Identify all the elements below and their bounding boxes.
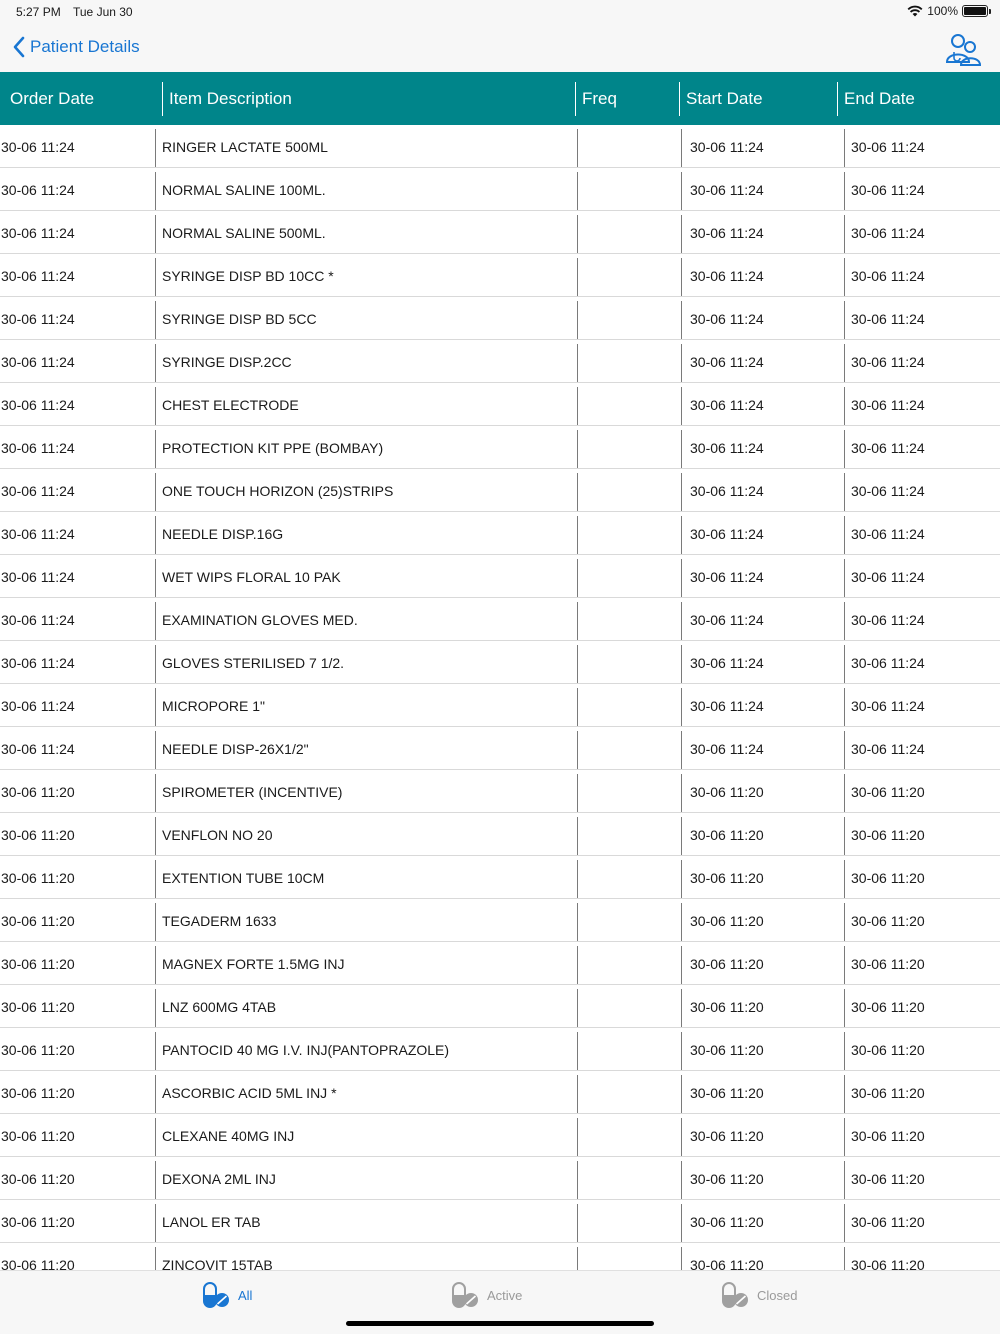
column-divider — [844, 688, 845, 726]
cell-end-date: 30-06 11:24 — [851, 439, 925, 456]
cell-start-date: 30-06 11:20 — [690, 1127, 764, 1144]
cell-end-date: 30-06 11:20 — [851, 826, 925, 843]
column-divider — [844, 301, 845, 339]
cell-item-description: RINGER LACTATE 500ML — [162, 138, 328, 155]
cell-start-date: 30-06 11:20 — [690, 1256, 764, 1270]
cell-order-date: 30-06 11:24 — [1, 482, 75, 499]
cell-item-description: PROTECTION KIT PPE (BOMBAY) — [162, 439, 384, 456]
status-bar — [0, 0, 1000, 24]
tab-active-label: Active — [487, 1287, 523, 1303]
column-divider — [681, 1161, 682, 1199]
table-row[interactable] — [0, 899, 1000, 942]
column-divider — [681, 946, 682, 984]
cell-end-date: 30-06 11:20 — [851, 1127, 925, 1144]
cell-order-date: 30-06 11:24 — [1, 611, 75, 628]
column-divider — [844, 258, 845, 296]
cell-start-date: 30-06 11:20 — [690, 1213, 764, 1230]
column-divider — [155, 516, 156, 554]
column-divider — [681, 387, 682, 425]
cell-item-description: TEGADERM 1633 — [162, 912, 277, 929]
cell-item-description: CHEST ELECTRODE — [162, 396, 299, 413]
cell-end-date: 30-06 11:24 — [851, 138, 925, 155]
column-divider — [577, 172, 578, 210]
column-divider — [681, 602, 682, 640]
cell-item-description: SYRINGE DISP BD 10CC * — [162, 267, 334, 284]
table-row[interactable] — [0, 727, 1000, 770]
column-divider — [844, 559, 845, 597]
column-divider — [577, 430, 578, 468]
column-divider — [577, 215, 578, 253]
orders-table[interactable] — [0, 125, 1000, 1270]
wifi-icon — [907, 5, 923, 17]
column-divider — [844, 602, 845, 640]
cell-item-description: PANTOCID 40 MG I.V. INJ(PANTOPRAZOLE) — [162, 1041, 450, 1058]
cell-end-date: 30-06 11:24 — [851, 611, 925, 628]
pill-icon — [451, 1281, 479, 1309]
column-divider — [844, 344, 845, 382]
column-divider — [681, 1118, 682, 1156]
column-divider — [577, 1118, 578, 1156]
column-divider — [577, 645, 578, 683]
cell-order-date: 30-06 11:20 — [1, 783, 75, 800]
cell-item-description: ZINCOVIT 15TAB — [162, 1256, 273, 1270]
cell-order-date: 30-06 11:20 — [1, 955, 75, 972]
column-divider — [155, 946, 156, 984]
column-header-start-date[interactable]: Start Date — [686, 88, 763, 108]
table-row[interactable] — [0, 512, 1000, 555]
column-divider — [577, 1075, 578, 1113]
column-header-order-date[interactable]: Order Date — [10, 88, 95, 108]
cell-item-description: GLOVES STERILISED 7 1/2. — [162, 654, 345, 671]
column-divider — [681, 1247, 682, 1270]
column-divider — [577, 473, 578, 511]
table-row[interactable] — [0, 598, 1000, 641]
cell-item-description: DEXONA 2ML INJ — [162, 1170, 276, 1187]
cell-item-description: EXAMINATION GLOVES MED. — [162, 611, 358, 628]
home-indicator[interactable] — [346, 1321, 654, 1326]
cell-order-date: 30-06 11:20 — [1, 1084, 75, 1101]
column-divider — [681, 430, 682, 468]
table-row[interactable] — [0, 1114, 1000, 1157]
column-divider — [844, 387, 845, 425]
column-divider — [577, 731, 578, 769]
column-divider — [155, 344, 156, 382]
column-divider — [844, 1118, 845, 1156]
cell-order-date: 30-06 11:20 — [1, 912, 75, 929]
cell-order-date: 30-06 11:24 — [1, 138, 75, 155]
cell-end-date: 30-06 11:24 — [851, 654, 925, 671]
column-divider — [844, 1204, 845, 1242]
cell-order-date: 30-06 11:24 — [1, 353, 75, 370]
column-divider — [155, 1161, 156, 1199]
column-divider — [577, 774, 578, 812]
cell-start-date: 30-06 11:24 — [690, 439, 764, 456]
column-divider — [844, 172, 845, 210]
cell-order-date: 30-06 11:24 — [1, 525, 75, 542]
cell-end-date: 30-06 11:24 — [851, 525, 925, 542]
cell-end-date: 30-06 11:20 — [851, 1170, 925, 1187]
column-divider — [577, 344, 578, 382]
cell-start-date: 30-06 11:24 — [690, 740, 764, 757]
table-row[interactable] — [0, 555, 1000, 598]
column-divider — [681, 817, 682, 855]
cell-end-date: 30-06 11:24 — [851, 482, 925, 499]
cell-end-date: 30-06 11:20 — [851, 783, 925, 800]
column-divider — [844, 1075, 845, 1113]
status-date: Tue Jun 30 — [73, 5, 133, 19]
column-divider — [844, 989, 845, 1027]
cell-end-date: 30-06 11:24 — [851, 353, 925, 370]
column-divider — [681, 1032, 682, 1070]
column-divider — [155, 1075, 156, 1113]
column-divider — [155, 172, 156, 210]
cell-order-date: 30-06 11:20 — [1, 1127, 75, 1144]
cell-end-date: 30-06 11:24 — [851, 224, 925, 241]
column-divider — [577, 129, 578, 167]
cell-start-date: 30-06 11:24 — [690, 568, 764, 585]
column-divider — [577, 301, 578, 339]
cell-item-description: SPIROMETER (INCENTIVE) — [162, 783, 343, 800]
cell-start-date: 30-06 11:20 — [690, 998, 764, 1015]
cell-start-date: 30-06 11:24 — [690, 654, 764, 671]
cell-start-date: 30-06 11:20 — [690, 955, 764, 972]
column-divider — [155, 1118, 156, 1156]
column-divider — [155, 989, 156, 1027]
cell-item-description: SYRINGE DISP BD 5CC — [162, 310, 317, 327]
column-divider — [681, 344, 682, 382]
column-divider — [155, 473, 156, 511]
column-divider — [844, 774, 845, 812]
table-row[interactable] — [0, 297, 1000, 340]
cell-end-date: 30-06 11:24 — [851, 396, 925, 413]
column-divider — [155, 430, 156, 468]
column-divider — [681, 860, 682, 898]
column-divider — [577, 688, 578, 726]
cell-end-date: 30-06 11:20 — [851, 1256, 925, 1270]
cell-start-date: 30-06 11:24 — [690, 697, 764, 714]
tab-active[interactable] — [451, 1281, 522, 1309]
column-header-freq[interactable]: Freq — [582, 88, 617, 108]
back-label: Patient Details — [30, 37, 140, 56]
column-divider — [577, 860, 578, 898]
table-row[interactable] — [0, 985, 1000, 1028]
column-divider — [681, 129, 682, 167]
column-divider — [577, 1161, 578, 1199]
cell-start-date: 30-06 11:24 — [690, 482, 764, 499]
column-divider — [155, 731, 156, 769]
column-divider — [681, 172, 682, 210]
tab-closed-label: Closed — [757, 1287, 798, 1303]
cell-end-date: 30-06 11:20 — [851, 1084, 925, 1101]
column-divider — [155, 1204, 156, 1242]
column-header-item-description[interactable]: Item Description — [169, 88, 292, 108]
column-divider — [844, 860, 845, 898]
column-divider — [844, 430, 845, 468]
column-divider — [681, 258, 682, 296]
cell-order-date: 30-06 11:24 — [1, 181, 75, 198]
status-indicators — [907, 4, 988, 18]
column-divider — [681, 731, 682, 769]
cell-order-date: 30-06 11:24 — [1, 439, 75, 456]
column-divider — [844, 946, 845, 984]
column-divider — [155, 215, 156, 253]
cell-end-date: 30-06 11:20 — [851, 1041, 925, 1058]
column-divider — [577, 559, 578, 597]
column-divider — [681, 473, 682, 511]
cell-start-date: 30-06 11:24 — [690, 138, 764, 155]
column-divider — [844, 1032, 845, 1070]
doctor-patient-icon[interactable] — [944, 32, 982, 66]
column-divider — [155, 645, 156, 683]
pill-icon — [721, 1281, 749, 1309]
cell-item-description: EXTENTION TUBE 10CM — [162, 869, 325, 886]
column-divider — [155, 903, 156, 941]
column-divider — [681, 903, 682, 941]
column-divider — [155, 817, 156, 855]
cell-item-description: VENFLON NO 20 — [162, 826, 273, 843]
cell-order-date: 30-06 11:24 — [1, 224, 75, 241]
cell-order-date: 30-06 11:24 — [1, 267, 75, 284]
column-divider — [681, 1204, 682, 1242]
cell-order-date: 30-06 11:20 — [1, 826, 75, 843]
table-row[interactable] — [0, 254, 1000, 297]
tab-all[interactable] — [202, 1281, 252, 1309]
cell-start-date: 30-06 11:24 — [690, 224, 764, 241]
column-divider — [155, 559, 156, 597]
status-time: 5:27 PM — [16, 5, 61, 19]
cell-end-date: 30-06 11:20 — [851, 955, 925, 972]
cell-start-date: 30-06 11:20 — [690, 1084, 764, 1101]
column-divider — [577, 817, 578, 855]
navigation-bar — [0, 24, 1000, 72]
column-divider — [155, 860, 156, 898]
table-row[interactable] — [0, 469, 1000, 512]
column-header-end-date[interactable]: End Date — [844, 88, 915, 108]
cell-end-date: 30-06 11:24 — [851, 267, 925, 284]
column-divider — [681, 516, 682, 554]
cell-item-description: MAGNEX FORTE 1.5MG INJ — [162, 955, 345, 972]
cell-end-date: 30-06 11:20 — [851, 998, 925, 1015]
table-header — [0, 72, 1000, 125]
column-divider — [844, 731, 845, 769]
cell-item-description: LANOL ER TAB — [162, 1213, 261, 1230]
table-row[interactable] — [0, 813, 1000, 856]
cell-start-date: 30-06 11:20 — [690, 1170, 764, 1187]
column-divider — [577, 387, 578, 425]
table-row[interactable] — [0, 942, 1000, 985]
tab-closed[interactable] — [721, 1281, 797, 1309]
column-divider — [577, 989, 578, 1027]
cell-item-description: LNZ 600MG 4TAB — [162, 998, 277, 1015]
table-row[interactable] — [0, 383, 1000, 426]
chevron-left-icon — [12, 36, 26, 58]
pill-icon — [202, 1281, 230, 1309]
column-divider — [155, 602, 156, 640]
cell-start-date: 30-06 11:24 — [690, 611, 764, 628]
cell-start-date: 30-06 11:24 — [690, 353, 764, 370]
cell-start-date: 30-06 11:20 — [690, 826, 764, 843]
column-divider — [155, 301, 156, 339]
column-divider — [577, 903, 578, 941]
cell-order-date: 30-06 11:24 — [1, 568, 75, 585]
column-divider — [681, 215, 682, 253]
column-divider — [681, 645, 682, 683]
cell-order-date: 30-06 11:20 — [1, 1170, 75, 1187]
cell-start-date: 30-06 11:24 — [690, 267, 764, 284]
cell-end-date: 30-06 11:24 — [851, 181, 925, 198]
cell-end-date: 30-06 11:20 — [851, 869, 925, 886]
column-divider — [577, 946, 578, 984]
table-row[interactable] — [0, 684, 1000, 727]
column-divider — [155, 258, 156, 296]
cell-item-description: NORMAL SALINE 500ML. — [162, 224, 326, 241]
cell-order-date: 30-06 11:20 — [1, 1256, 75, 1270]
column-divider — [844, 473, 845, 511]
battery-icon — [962, 5, 988, 17]
column-divider — [577, 1247, 578, 1270]
cell-start-date: 30-06 11:20 — [690, 783, 764, 800]
column-divider — [681, 688, 682, 726]
column-divider — [844, 817, 845, 855]
table-row[interactable] — [0, 1157, 1000, 1200]
column-divider — [681, 774, 682, 812]
column-divider — [844, 903, 845, 941]
column-divider — [844, 1161, 845, 1199]
cell-end-date: 30-06 11:20 — [851, 912, 925, 929]
column-divider — [577, 602, 578, 640]
cell-end-date: 30-06 11:24 — [851, 740, 925, 757]
cell-item-description: NORMAL SALINE 100ML. — [162, 181, 326, 198]
tab-all-label: All — [238, 1287, 253, 1303]
column-divider — [577, 1204, 578, 1242]
cell-order-date: 30-06 11:20 — [1, 869, 75, 886]
column-divider — [577, 1032, 578, 1070]
cell-start-date: 30-06 11:20 — [690, 869, 764, 886]
column-divider — [844, 129, 845, 167]
cell-start-date: 30-06 11:20 — [690, 1041, 764, 1058]
cell-order-date: 30-06 11:24 — [1, 697, 75, 714]
cell-end-date: 30-06 11:24 — [851, 568, 925, 585]
cell-item-description: NEEDLE DISP.16G — [162, 525, 284, 542]
cell-item-description: CLEXANE 40MG INJ — [162, 1127, 295, 1144]
column-divider — [681, 559, 682, 597]
column-divider — [155, 387, 156, 425]
table-row[interactable] — [0, 1200, 1000, 1243]
table-row[interactable] — [0, 856, 1000, 899]
cell-end-date: 30-06 11:24 — [851, 697, 925, 714]
cell-order-date: 30-06 11:24 — [1, 310, 75, 327]
battery-percent: 100% — [927, 4, 958, 18]
tab-bar — [0, 1270, 1000, 1334]
cell-order-date: 30-06 11:24 — [1, 740, 75, 757]
cell-item-description: WET WIPS FLORAL 10 PAK — [162, 568, 341, 585]
table-row[interactable] — [0, 770, 1000, 813]
column-divider — [681, 1075, 682, 1113]
table-row[interactable] — [0, 1028, 1000, 1071]
cell-order-date: 30-06 11:24 — [1, 396, 75, 413]
column-divider — [155, 129, 156, 167]
table-row[interactable] — [0, 1071, 1000, 1114]
column-divider — [844, 1247, 845, 1270]
cell-start-date: 30-06 11:24 — [690, 181, 764, 198]
column-divider — [155, 1032, 156, 1070]
cell-order-date: 30-06 11:24 — [1, 654, 75, 671]
cell-order-date: 30-06 11:20 — [1, 998, 75, 1015]
cell-start-date: 30-06 11:24 — [690, 525, 764, 542]
cell-start-date: 30-06 11:24 — [690, 396, 764, 413]
back-button[interactable] — [12, 36, 140, 58]
cell-item-description: ASCORBIC ACID 5ML INJ * — [162, 1084, 337, 1101]
column-divider — [844, 645, 845, 683]
column-divider — [155, 1247, 156, 1270]
column-divider — [577, 516, 578, 554]
cell-item-description: NEEDLE DISP-26X1/2" — [162, 740, 309, 757]
column-divider — [681, 301, 682, 339]
cell-item-description: MICROPORE 1" — [162, 697, 265, 714]
cell-order-date: 30-06 11:20 — [1, 1041, 75, 1058]
cell-end-date: 30-06 11:20 — [851, 1213, 925, 1230]
table-row[interactable] — [0, 211, 1000, 254]
table-row[interactable] — [0, 426, 1000, 469]
column-divider — [155, 688, 156, 726]
column-divider — [844, 516, 845, 554]
column-divider — [681, 989, 682, 1027]
table-row[interactable] — [0, 340, 1000, 383]
cell-item-description: ONE TOUCH HORIZON (25)STRIPS — [162, 482, 394, 499]
column-divider — [577, 258, 578, 296]
table-row[interactable] — [0, 1243, 1000, 1270]
cell-order-date: 30-06 11:20 — [1, 1213, 75, 1230]
cell-start-date: 30-06 11:24 — [690, 310, 764, 327]
table-row[interactable] — [0, 125, 1000, 168]
cell-item-description: SYRINGE DISP.2CC — [162, 353, 292, 370]
table-row[interactable] — [0, 168, 1000, 211]
column-divider — [155, 774, 156, 812]
column-divider — [844, 215, 845, 253]
table-row[interactable] — [0, 641, 1000, 684]
cell-end-date: 30-06 11:24 — [851, 310, 925, 327]
cell-start-date: 30-06 11:20 — [690, 912, 764, 929]
